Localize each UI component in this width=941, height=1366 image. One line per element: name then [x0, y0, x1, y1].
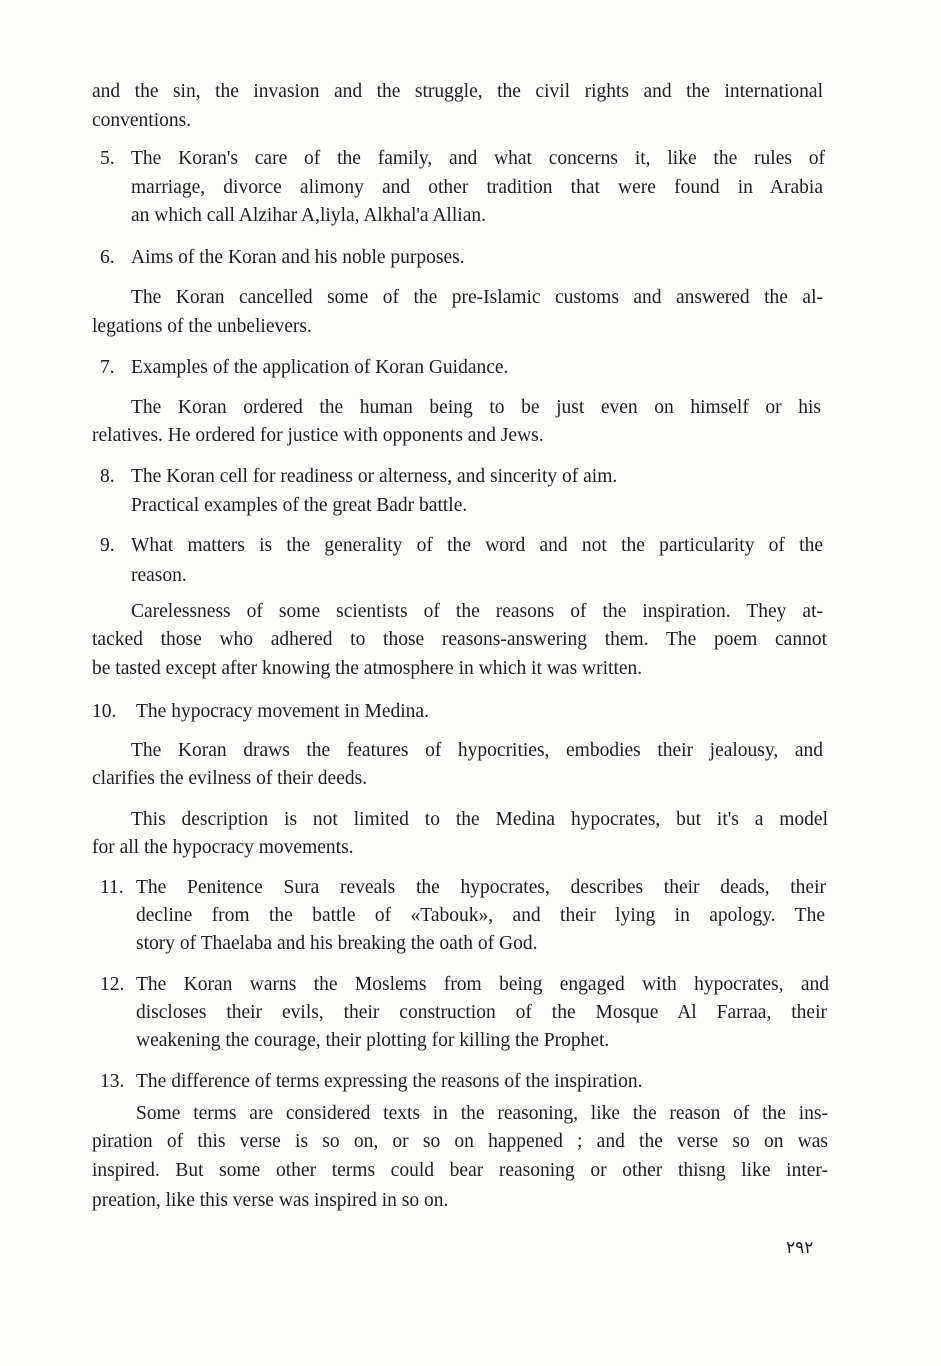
item-12-line-3: weakening the courage, their plotting for killing the Prophet. — [136, 1030, 610, 1051]
item-9-number: 9. — [100, 535, 115, 556]
para-7-line-1: The Koran ordered the human being to be just even on himself or his — [131, 397, 821, 418]
para-6-line-2: legations of the unbelievers. — [92, 316, 312, 337]
para-7-line-2: relatives. He ordered for justice with opponents and Jews. — [92, 425, 544, 446]
item-7-line-1: Examples of the application of Koran Guidance. — [131, 357, 509, 378]
item-12-line-1: The Koran warns the Moslems from being engaged with hypocrates, and — [136, 974, 829, 995]
item-13-line-1: The difference of terms expressing the reasons of the inspiration. — [136, 1071, 643, 1092]
item-8-line-1: The Koran cell for readiness or alterness, and sincerity of aim. — [131, 466, 618, 487]
item-9-line-2: reason. — [131, 565, 187, 586]
intro-line-2: conventions. — [92, 110, 192, 131]
para-10b-line-2: for all the hypocracy movements. — [92, 837, 354, 858]
item-5-line-2: marriage, divorce alimony and other tradition that were found in Arabia — [131, 177, 823, 198]
item-8-line-2: Practical examples of the great Badr battle. — [131, 495, 468, 516]
para-13-line-4: preation, like this verse was inspired in so on. — [92, 1190, 449, 1211]
item-7-number: 7. — [100, 357, 115, 378]
para-13-line-3: inspired. But some other terms could bear reasoning or other thisng like inter- — [92, 1160, 828, 1181]
item-6-line-1: Aims of the Koran and his noble purposes. — [131, 247, 465, 268]
item-8-number: 8. — [100, 466, 115, 487]
item-5-number: 5. — [100, 148, 115, 169]
item-5-line-1: The Koran's care of the family, and what concerns it, like the rules of — [131, 148, 825, 169]
para-9-line-3: be tasted except after knowing the atmosphere in which it was written. — [92, 658, 643, 679]
para-9-line-1: Carelessness of some scientists of the reasons of the inspiration. They at- — [131, 601, 823, 622]
para-9-line-2: tacked those who adhered to those reasons-answering them. The poem cannot — [92, 629, 827, 650]
intro-line-1: and the sin, the invasion and the struggle, the civil rights and the international — [92, 81, 823, 102]
item-10-line-1: The hypocracy movement in Medina. — [136, 701, 429, 722]
para-10a-line-1: The Koran draws the features of hypocrities, embodies their jealousy, and — [131, 740, 823, 761]
item-13-number: 13. — [100, 1071, 125, 1092]
item-12-line-2: discloses their evils, their construction of the Mosque Al Farraa, their — [136, 1002, 827, 1023]
item-10-number: 10. — [92, 701, 117, 722]
item-11-number: 11. — [100, 877, 124, 898]
item-11-line-2: decline from the battle of «Tabouk», and their lying in apology. The — [136, 905, 825, 926]
para-13-line-2: piration of this verse is so on, or so on happened ; and the verse so on was — [92, 1131, 828, 1152]
page-number: ٢٩٢ — [786, 1238, 814, 1258]
item-12-number: 12. — [100, 974, 125, 995]
item-5-line-3: an which call Alzihar A,liyla, Alkhal'a Allian. — [131, 205, 486, 226]
para-10a-line-2: clarifies the evilness of their deeds. — [92, 768, 368, 789]
item-6-number: 6. — [100, 247, 115, 268]
para-6-line-1: The Koran cancelled some of the pre-Islamic customs and answered the al- — [131, 287, 823, 308]
item-11-line-1: The Penitence Sura reveals the hypocrates, describes their deads, their — [136, 877, 826, 898]
item-9-line-1: What matters is the generality of the word and not the particularity of the — [131, 535, 823, 556]
item-11-line-3: story of Thaelaba and his breaking the oath of God. — [136, 933, 538, 954]
para-13-line-1: Some terms are considered texts in the reasoning, like the reason of the ins- — [136, 1103, 828, 1124]
para-10b-line-1: This description is not limited to the Medina hypocrates, but it's a model — [131, 809, 828, 830]
